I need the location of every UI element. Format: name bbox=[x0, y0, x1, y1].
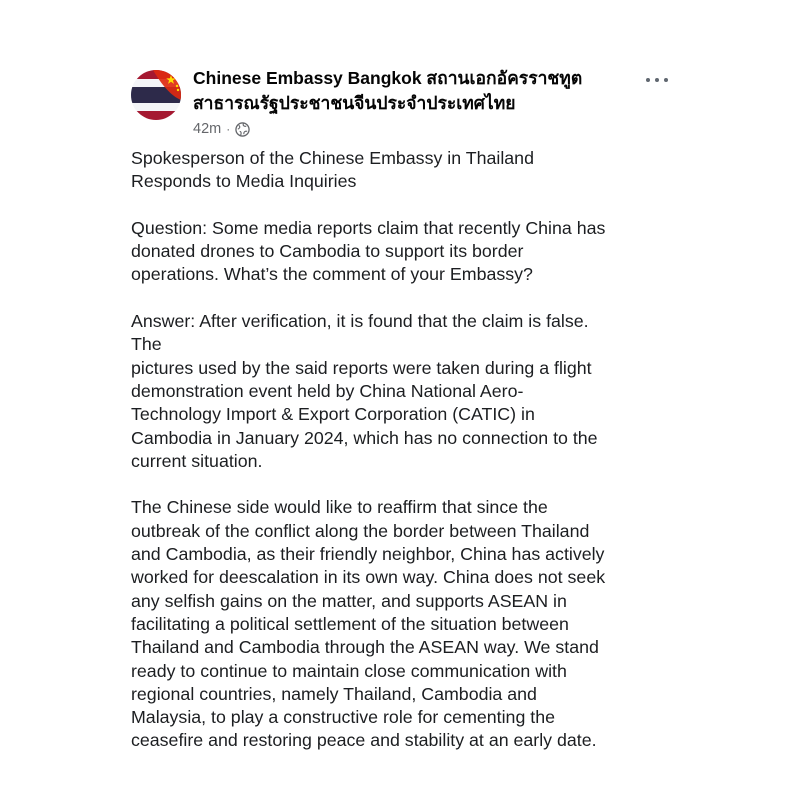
text-line: pictures used by the said reports were taken during a flight bbox=[131, 357, 592, 378]
text-line: ready to continue to maintain close communication with bbox=[131, 660, 567, 681]
author-name-line2[interactable]: สาธารณรัฐประชาชนจีนประจำประเทศไทย bbox=[193, 93, 516, 113]
text-line: The bbox=[131, 334, 162, 355]
text-line: operations. What’s the comment of your Embassy? bbox=[131, 264, 533, 285]
globe-icon[interactable] bbox=[235, 122, 250, 137]
answer-paragraph bbox=[131, 310, 691, 473]
more-dot bbox=[655, 78, 660, 83]
statement-paragraph bbox=[131, 496, 691, 752]
text-line: Thailand and Cambodia through the ASEAN way. We stand bbox=[131, 637, 599, 658]
post-title-paragraph bbox=[131, 147, 691, 194]
text-line: regional countries, namely Thailand, Cambodia and bbox=[131, 683, 537, 704]
text-line: Malaysia, to play a constructive role for cementing the bbox=[131, 707, 555, 728]
text-line: The Chinese side would like to reaffirm that since the bbox=[131, 497, 548, 518]
question-paragraph bbox=[131, 217, 691, 287]
text-line: worked for deescalation in its own way. China does not seek bbox=[131, 567, 606, 588]
text-line: ceasefire and restoring peace and stability at an early date. bbox=[131, 730, 597, 751]
post-body bbox=[131, 147, 691, 776]
more-options-icon[interactable] bbox=[643, 68, 671, 92]
text-line: outbreak of the conflict along the border between Thailand bbox=[131, 520, 590, 541]
text-line: any selfish gains on the matter, and supports ASEAN in bbox=[131, 590, 567, 611]
meta-separator: · bbox=[226, 122, 231, 136]
text-line: Responds to Media Inquiries bbox=[131, 171, 357, 192]
flag-avatar-icon[interactable] bbox=[131, 70, 181, 120]
text-line: demonstration event held by China National Aero- bbox=[131, 380, 524, 401]
text-line: donated drones to Cambodia to support its border bbox=[131, 241, 524, 262]
text-line: facilitating a political settlement of the situation between bbox=[131, 613, 569, 634]
author-name[interactable] bbox=[193, 66, 633, 116]
text-line: Question: Some media reports claim that recently China has bbox=[131, 217, 606, 238]
more-dot bbox=[664, 78, 669, 83]
text-line: Cambodia in January 2024, which has no connection to the bbox=[131, 427, 598, 448]
post-meta bbox=[193, 119, 250, 139]
post-timestamp[interactable]: 42m bbox=[193, 121, 222, 137]
text-line: Technology Import & Export Corporation (CATIC) in bbox=[131, 404, 535, 425]
text-line: and Cambodia, as their friendly neighbor, China has actively bbox=[131, 544, 605, 565]
text-line: current situation. bbox=[131, 450, 263, 471]
text-line: Answer: After verification, it is found that the claim is false. bbox=[131, 311, 589, 332]
text-line: Spokesperson of the Chinese Embassy in Thailand bbox=[131, 148, 534, 168]
more-dot bbox=[646, 78, 651, 83]
author-name-line1[interactable]: Chinese Embassy Bangkok สถานเอกอัครราชทูต bbox=[193, 68, 583, 88]
